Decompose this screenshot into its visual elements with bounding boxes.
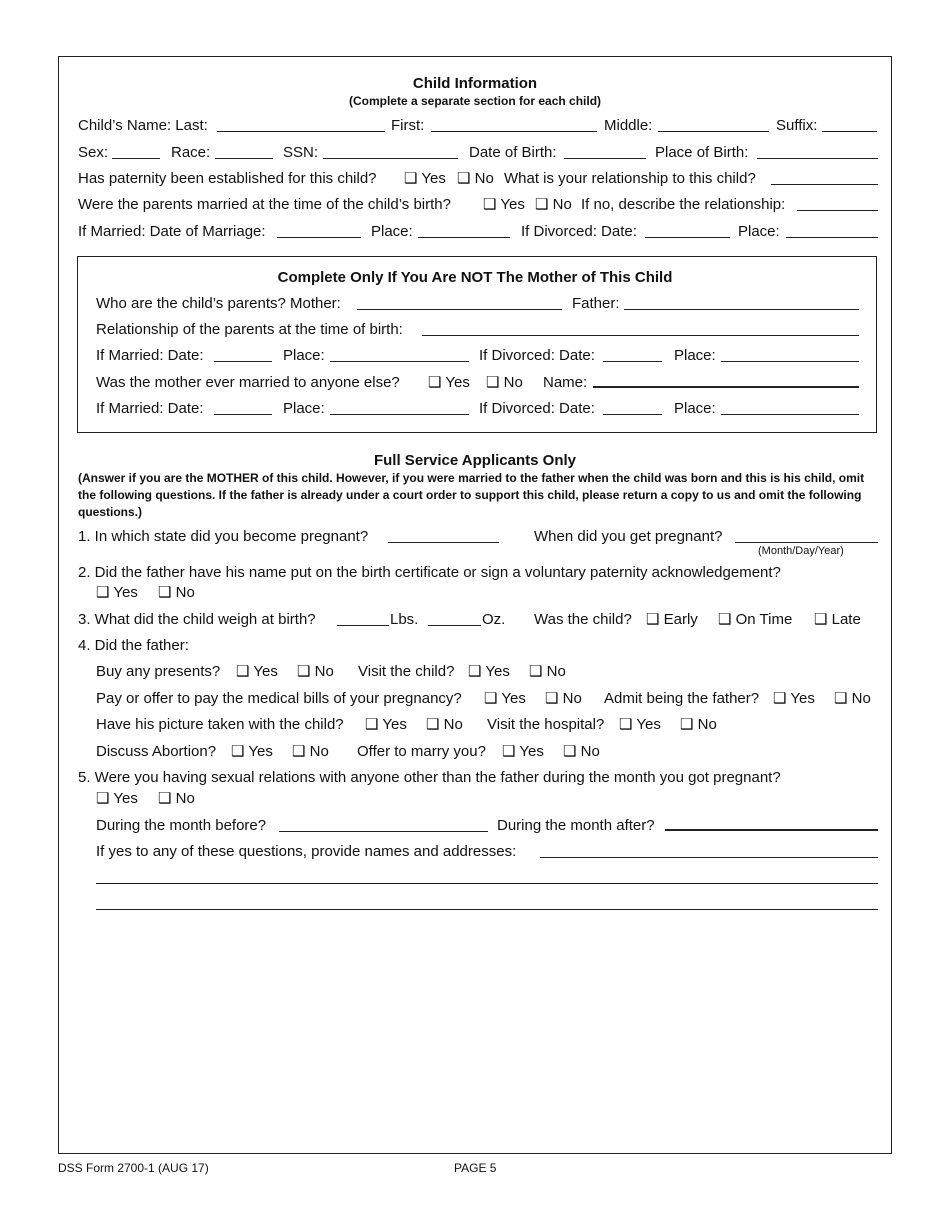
field-dob[interactable] <box>564 158 646 159</box>
label-race: Race: <box>171 144 211 161</box>
q3-birth-weight: 3. What did the child weigh at birth? <box>78 611 316 628</box>
field-describe-relationship[interactable] <box>797 210 878 211</box>
label-parents-relationship: Relationship of the parents at the time of birth: <box>96 321 403 338</box>
paternity-yes-checkbox[interactable]: ❑ Yes <box>404 170 446 187</box>
label-father: Father: <box>572 295 620 312</box>
field-pob[interactable] <box>757 158 878 159</box>
label-divorced-date-1: If Divorced: Date: <box>479 347 595 364</box>
field-father[interactable] <box>624 309 859 310</box>
field-name-middle[interactable] <box>658 131 769 132</box>
q4b-visit-child: Visit the child? <box>358 663 455 680</box>
label-marriage-date: If Married: Date of Marriage: <box>78 223 266 240</box>
q4a-no-checkbox[interactable]: ❑ No <box>297 663 334 680</box>
label-name-suffix: Suffix: <box>776 117 818 134</box>
label-marriage-place: Place: <box>371 223 413 240</box>
label-lbs: Lbs. <box>390 611 419 628</box>
q4c-medical-bills: Pay or offer to pay the medical bills of your pregnancy? <box>96 690 462 707</box>
q4a-yes-checkbox[interactable]: ❑ Yes <box>236 663 278 680</box>
q4e-yes-checkbox[interactable]: ❑ Yes <box>365 716 407 733</box>
q2-no-checkbox[interactable]: ❑ No <box>158 584 195 601</box>
q3b-was-the-child: Was the child? <box>534 611 632 628</box>
field-marriage-date[interactable] <box>277 237 361 238</box>
q4-did-the-father: 4. Did the father: <box>78 637 189 654</box>
label-sex: Sex: <box>78 144 109 161</box>
q4h-yes-checkbox[interactable]: ❑ Yes <box>502 743 544 760</box>
label-month-after: During the month after? <box>497 817 655 834</box>
mother-married-yes-checkbox[interactable]: ❑ Yes <box>428 374 470 391</box>
form-number: DSS Form 2700-1 (AUG 17) <box>58 1161 209 1175</box>
label-married-place-1: Place: <box>283 347 325 364</box>
field-ssn[interactable] <box>323 158 458 159</box>
label-divorce-place: Place: <box>738 223 780 240</box>
q4a-buy-presents: Buy any presents? <box>96 663 221 680</box>
label-name-middle: Middle: <box>604 117 653 134</box>
q4d-no-checkbox[interactable]: ❑ No <box>834 690 871 707</box>
field-divorced-date-2[interactable] <box>603 414 662 415</box>
label-month-before: During the month before? <box>96 817 267 834</box>
field-mother[interactable] <box>357 309 562 310</box>
label-dob: Date of Birth: <box>469 144 557 161</box>
full-service-instructions: (Answer if you are the MOTHER of this child. However, if you were married to the father when the child was born and this is his child, omit the following questions. If the father is already under a court order to support this child, please return a copy to us and omit the following questions.) <box>78 471 865 519</box>
q4g-discuss-abortion: Discuss Abortion? <box>96 743 217 760</box>
field-names-addresses-2[interactable] <box>96 883 878 884</box>
field-relationship[interactable] <box>771 184 878 185</box>
q5-other-relations: 5. Were you having sexual relations with anyone other than the father during the month you got pregnant? <box>78 769 781 786</box>
q4h-offer-marry: Offer to marry you? <box>357 743 486 760</box>
field-month-before[interactable] <box>279 831 488 832</box>
field-name-suffix[interactable] <box>822 131 877 132</box>
q4h-no-checkbox[interactable]: ❑ No <box>563 743 600 760</box>
field-name-first[interactable] <box>431 131 597 132</box>
field-married-date-2[interactable] <box>214 414 272 415</box>
field-divorced-date-1[interactable] <box>603 361 662 362</box>
q4f-no-checkbox[interactable]: ❑ No <box>680 716 717 733</box>
label-divorced-date-2: If Divorced: Date: <box>479 400 595 417</box>
q4c-yes-checkbox[interactable]: ❑ Yes <box>484 690 526 707</box>
relationship-question: What is your relationship to this child? <box>504 170 756 187</box>
field-names-addresses-3[interactable] <box>96 909 878 910</box>
page-number: PAGE 5 <box>454 1161 497 1175</box>
q4f-yes-checkbox[interactable]: ❑ Yes <box>619 716 661 733</box>
label-married-place-2: Place: <box>283 400 325 417</box>
label-parents-mother: Who are the child’s parents? Mother: <box>96 295 341 312</box>
label-other-spouse-name: Name: <box>543 374 588 391</box>
label-divorce-date: If Divorced: Date: <box>521 223 637 240</box>
field-parents-relationship[interactable] <box>422 335 859 336</box>
field-weight-oz[interactable] <box>428 625 481 626</box>
field-divorce-date[interactable] <box>645 237 730 238</box>
label-names-addresses: If yes to any of these questions, provide names and addresses: <box>96 843 517 860</box>
q4d-yes-checkbox[interactable]: ❑ Yes <box>773 690 815 707</box>
parents-married-question: Were the parents married at the time of the child’s birth? <box>78 196 451 213</box>
paternity-question: Has paternity been established for this child? <box>78 170 377 187</box>
q1b-when-pregnant: When did you get pregnant? <box>534 528 723 545</box>
parents-married-yes-checkbox[interactable]: ❑ Yes <box>483 196 525 213</box>
q5-yes-checkbox[interactable]: ❑ Yes <box>96 790 138 807</box>
field-state-pregnant[interactable] <box>388 542 499 543</box>
field-name-last[interactable] <box>217 131 385 132</box>
late-checkbox[interactable]: ❑ Late <box>814 611 861 628</box>
field-divorce-place[interactable] <box>786 237 878 238</box>
q4f-visit-hospital: Visit the hospital? <box>487 716 605 733</box>
label-ssn: SSN: <box>283 144 319 161</box>
field-divorced-place-1[interactable] <box>721 361 859 362</box>
section-subtitle: (Complete a separate section for each child) <box>348 94 602 108</box>
page-frame <box>58 56 892 1154</box>
q4g-no-checkbox[interactable]: ❑ No <box>292 743 329 760</box>
label-oz: Oz. <box>482 611 506 628</box>
field-sex[interactable] <box>112 158 160 159</box>
field-race[interactable] <box>215 158 273 159</box>
field-married-date-1[interactable] <box>214 361 272 362</box>
field-married-place-1[interactable] <box>330 361 469 362</box>
field-divorced-place-2[interactable] <box>721 414 859 415</box>
on-time-checkbox[interactable]: ❑ On Time <box>718 611 793 628</box>
label-pob: Place of Birth: <box>655 144 749 161</box>
parents-married-no-checkbox[interactable]: ❑ No <box>535 196 572 213</box>
q4e-no-checkbox[interactable]: ❑ No <box>426 716 463 733</box>
section-title-full-service: Full Service Applicants Only <box>373 452 576 469</box>
label-married-date-1: If Married: Date: <box>96 347 204 364</box>
date-format-hint: (Month/Day/Year) <box>758 545 844 557</box>
field-weight-lbs[interactable] <box>337 625 389 626</box>
q4b-yes-checkbox[interactable]: ❑ Yes <box>468 663 510 680</box>
q4g-yes-checkbox[interactable]: ❑ Yes <box>231 743 273 760</box>
q1-state-pregnant: 1. In which state did you become pregnant? <box>78 528 369 545</box>
q4d-admit-father: Admit being the father? <box>604 690 760 707</box>
field-month-after[interactable] <box>665 829 878 831</box>
section-title-not-mother: Complete Only If You Are NOT The Mother of This Child <box>277 269 673 286</box>
q4c-no-checkbox[interactable]: ❑ No <box>545 690 582 707</box>
mother-married-no-checkbox[interactable]: ❑ No <box>486 374 523 391</box>
field-names-addresses-1[interactable] <box>540 857 878 858</box>
q4e-picture-with-child: Have his picture taken with the child? <box>96 716 344 733</box>
field-married-place-2[interactable] <box>330 414 469 415</box>
q2-yes-checkbox[interactable]: ❑ Yes <box>96 584 138 601</box>
field-marriage-place[interactable] <box>418 237 510 238</box>
label-name-last: Child’s Name: Last: <box>78 117 208 134</box>
label-married-date-2: If Married: Date: <box>96 400 204 417</box>
early-checkbox[interactable]: ❑ Early <box>646 611 698 628</box>
mother-married-question: Was the mother ever married to anyone else? <box>96 374 400 391</box>
section-title-child-information: Child Information <box>412 75 538 92</box>
field-other-spouse-name[interactable] <box>593 386 859 388</box>
paternity-no-checkbox[interactable]: ❑ No <box>457 170 494 187</box>
q2-birth-certificate: 2. Did the father have his name put on the birth certificate or sign a voluntary paternity acknowledgement? <box>78 564 781 581</box>
field-when-pregnant[interactable] <box>735 542 878 543</box>
describe-relationship-label: If no, describe the relationship: <box>581 196 786 213</box>
label-divorced-place-2: Place: <box>674 400 716 417</box>
q5-no-checkbox[interactable]: ❑ No <box>158 790 195 807</box>
label-name-first: First: <box>391 117 425 134</box>
q4b-no-checkbox[interactable]: ❑ No <box>529 663 566 680</box>
label-divorced-place-1: Place: <box>674 347 716 364</box>
